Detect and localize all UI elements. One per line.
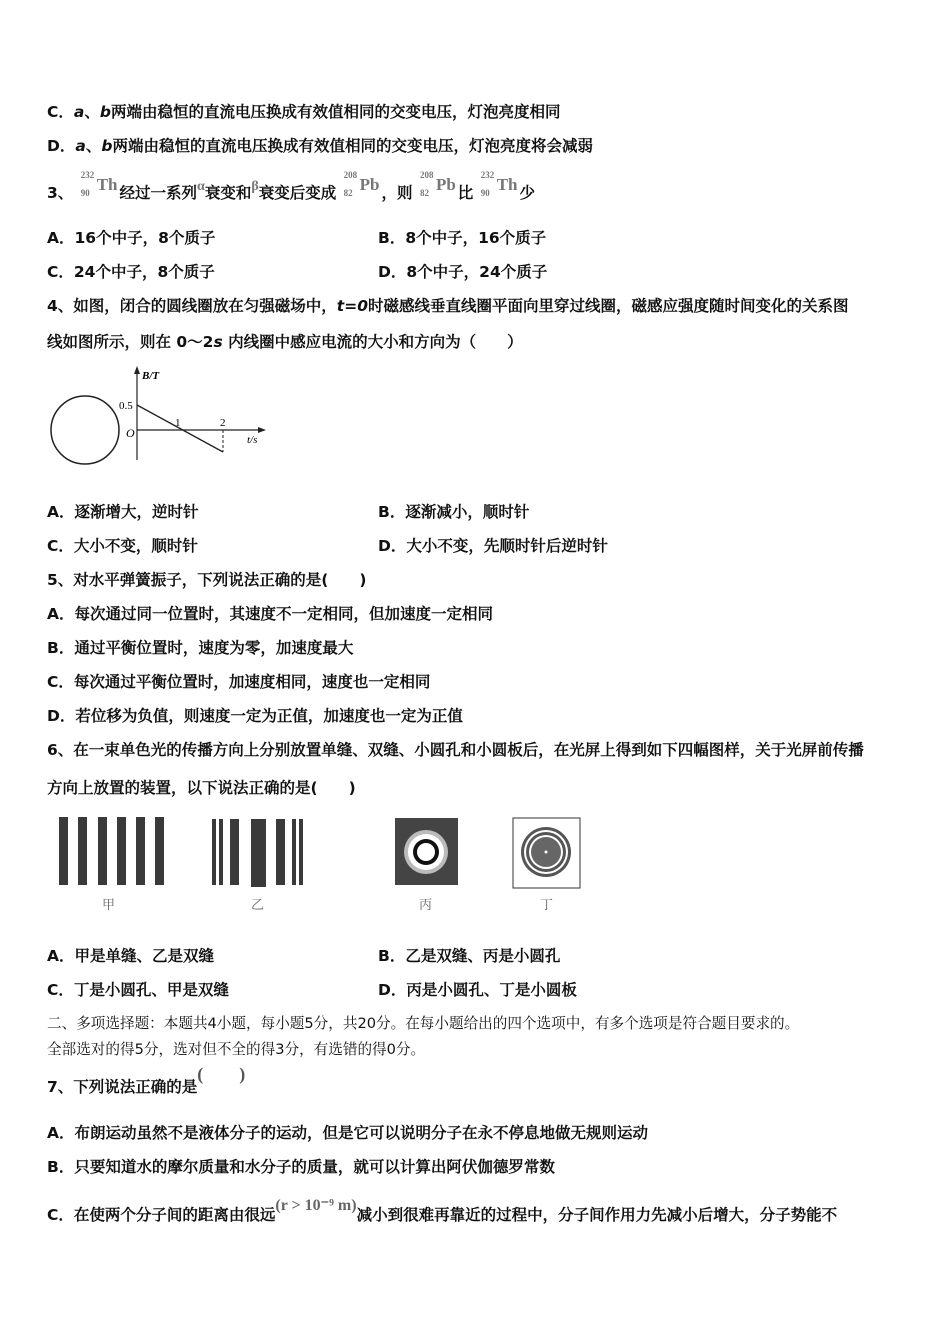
q4-option-c — [47, 536, 198, 556]
option-label: A． — [47, 605, 75, 623]
element-symbol: Th — [96, 175, 118, 194]
option-label: C． — [47, 263, 74, 281]
nuclide-pb — [419, 170, 456, 204]
q3-stem — [47, 170, 536, 205]
q3-option-a — [47, 228, 215, 248]
option-label: A． — [47, 229, 75, 247]
q6-option-c — [47, 980, 229, 1000]
option-label: A． — [47, 947, 75, 965]
option-text: 逐渐增大，逆时针 — [74, 503, 199, 521]
origin-label: O — [126, 426, 135, 440]
option-label: C． — [47, 537, 74, 555]
var-a: a — [73, 103, 85, 121]
option-text: 逐渐减小，顺时针 — [405, 503, 530, 521]
option-text: 在使两个分子间的距离由很远 — [73, 1206, 276, 1224]
y-axis-arrow — [134, 366, 140, 374]
q7-option-a — [47, 1123, 648, 1143]
q4-figure — [40, 360, 280, 470]
option-label: D． — [378, 537, 407, 555]
section2-instructions-line2: 全部选对的得5分，选对但不全的得3分，有选错的得0分。 — [47, 1041, 426, 1058]
label-bing: 丙 — [419, 897, 433, 912]
q5-option-b — [47, 638, 353, 658]
q4-option-b — [378, 502, 529, 522]
pattern-jia — [59, 817, 164, 885]
pattern-ding — [513, 818, 580, 888]
var-a: a — [75, 137, 86, 155]
nuclide-pb — [343, 170, 380, 204]
sep: 、 — [84, 103, 100, 121]
q4-stem-line2 — [47, 332, 523, 352]
text: 衰变后变成 — [258, 184, 337, 202]
text: 内线圈中感应电流的大小和方向为（ ） — [222, 333, 523, 351]
text: ，则 — [381, 184, 413, 202]
atomic-number: 90 — [480, 188, 490, 198]
option-text: 乙是双缝、丙是小圆孔 — [405, 947, 561, 965]
x-axis-label: t/s — [247, 434, 258, 446]
option-label: D． — [378, 981, 407, 999]
option-text: 通过平衡位置时，速度为零，加速度最大 — [74, 639, 354, 657]
q6-figure — [40, 805, 620, 920]
option-label: C． — [47, 103, 74, 121]
q5-option-d — [47, 706, 463, 726]
option-text: 16个中子，8个质子 — [74, 229, 216, 247]
q6-option-a — [47, 946, 214, 966]
option-label: B． — [378, 947, 406, 965]
option-text: 丙是小圆孔、丁是小圆板 — [406, 981, 577, 999]
option-text: 若位移为负值，则速度一定为正值，加速度也一定为正值 — [75, 707, 463, 725]
q4-stem-line1 — [47, 296, 849, 316]
q7-stem — [47, 1064, 246, 1097]
unit-s: s — [213, 333, 223, 351]
beta-symbol: β — [251, 179, 259, 194]
option-text: 甲是单缝、乙是双缝 — [74, 947, 215, 965]
option-text: 每次通过平衡位置时，加速度相同，速度也一定相同 — [73, 673, 431, 691]
option-label: D． — [378, 263, 407, 281]
q5-option-a — [47, 604, 493, 624]
q7-option-c — [47, 1197, 838, 1226]
option-label: D． — [47, 137, 76, 155]
pattern-bing — [395, 818, 458, 885]
alpha-symbol: α — [197, 179, 205, 194]
element-symbol: Pb — [435, 175, 456, 194]
option-text: 大小不变，顺时针 — [73, 537, 198, 555]
t0: t=0 — [336, 297, 368, 315]
option-label: B． — [47, 1158, 75, 1176]
x-tick: 2 — [220, 417, 226, 429]
question-number: 3、 — [47, 184, 74, 202]
option-label: D． — [47, 707, 76, 725]
option-label: A． — [47, 1124, 75, 1142]
nuclide-th — [480, 170, 518, 204]
mass-number: 232 — [80, 170, 95, 180]
text: 时磁感线垂直线圈平面向里穿过线圈，磁感应强度随时间变化的关系图 — [367, 297, 849, 315]
var-b: b — [99, 103, 111, 121]
q6-option-d — [378, 980, 577, 1000]
pattern-yi — [212, 819, 303, 887]
q3-option-d — [378, 262, 547, 282]
option-text: 只要知道水的摩尔质量和水分子的质量，就可以计算出阿伏伽德罗常数 — [74, 1158, 555, 1176]
math-expression: (r > 10⁻⁹ m) — [275, 1197, 357, 1214]
q6-stem-line2: 方向上放置的装置，以下说法正确的是( ) — [47, 779, 356, 797]
option-text: 两端由稳恒的直流电压换成有效值相同的交变电压，灯泡亮度相同 — [110, 103, 561, 121]
option-label: C． — [47, 673, 74, 691]
text: 经过一系列 — [119, 184, 198, 202]
q3-option-b — [378, 228, 546, 248]
nuclide-th — [80, 170, 118, 204]
option-label: C． — [47, 981, 74, 999]
atomic-number: 82 — [419, 188, 429, 198]
option-text: 8个中子，24个质子 — [406, 263, 548, 281]
text: 少 — [519, 184, 536, 202]
atomic-number: 82 — [343, 188, 353, 198]
option-text: 24个中子，8个质子 — [73, 263, 215, 281]
text: 衰变和 — [204, 184, 252, 202]
label-yi: 乙 — [251, 897, 265, 912]
q6-option-b — [378, 946, 560, 966]
text: 比 — [457, 184, 474, 202]
option-label: B． — [47, 639, 75, 657]
option-text: 大小不变，先顺时针后逆时针 — [406, 537, 608, 555]
var-b: b — [101, 137, 113, 155]
q4-option-d — [378, 536, 608, 556]
text: 线如图所示，则在 0～2 — [47, 333, 214, 351]
element-symbol: Th — [496, 175, 518, 194]
q4-option-a — [47, 502, 199, 522]
coil-circle — [51, 396, 119, 464]
q2-option-c — [47, 102, 561, 122]
option-label: C． — [47, 1206, 74, 1224]
mass-number: 208 — [343, 170, 358, 180]
element-symbol: Pb — [359, 175, 380, 194]
label-ding: 丁 — [540, 897, 554, 912]
label-jia: 甲 — [102, 897, 116, 912]
q7-option-b — [47, 1157, 555, 1177]
mass-number: 208 — [419, 170, 434, 180]
x-tick: 1 — [175, 417, 181, 429]
q5-stem: 5、对水平弹簧振子，下列说法正确的是( ) — [47, 571, 367, 589]
option-text: 减小到很难再靠近的过程中，分子间作用力先减小后增大，分子势能不 — [356, 1206, 838, 1224]
option-label: A． — [47, 503, 75, 521]
q3-option-c — [47, 262, 215, 282]
option-text: 每次通过同一位置时，其速度不一定相同，但加速度一定相同 — [74, 605, 494, 623]
q5-option-c — [47, 672, 430, 692]
answer-paren: ( ) — [197, 1064, 246, 1084]
mass-number: 232 — [480, 170, 495, 180]
text: 4、如图，闭合的圆线圈放在匀强磁场中， — [47, 297, 337, 315]
option-label: B． — [378, 503, 406, 521]
q2-option-d — [47, 136, 593, 156]
text: 7、下列说法正确的是 — [47, 1078, 198, 1096]
x-axis-arrow — [258, 427, 266, 433]
y-axis-label: B/T — [142, 370, 160, 382]
q6-stem-line1: 6、在一束单色光的传播方向上分别放置单缝、双缝、小圆孔和小圆板后，在光屏上得到如下四幅图样，关于光屏前传播 — [47, 741, 864, 759]
sep: 、 — [85, 137, 102, 155]
option-text: 丁是小圆孔、甲是双缝 — [73, 981, 229, 999]
section2-instructions-line1: 二、多项选择题：本题共4小题，每小题5分，共20分。在每小题给出的四个选项中，有多个选项是符合题目要求的。 — [47, 1015, 800, 1032]
option-text: 布朗运动虽然不是液体分子的运动，但是它可以说明分子在永不停息地做无规则运动 — [74, 1124, 649, 1142]
option-label: B． — [378, 229, 406, 247]
atomic-number: 90 — [80, 188, 90, 198]
option-text: 两端由稳恒的直流电压换成有效值相同的交变电压，灯泡亮度将会减弱 — [112, 137, 593, 155]
y-tick: 0.5 — [119, 400, 133, 412]
option-text: 8个中子，16个质子 — [405, 229, 547, 247]
